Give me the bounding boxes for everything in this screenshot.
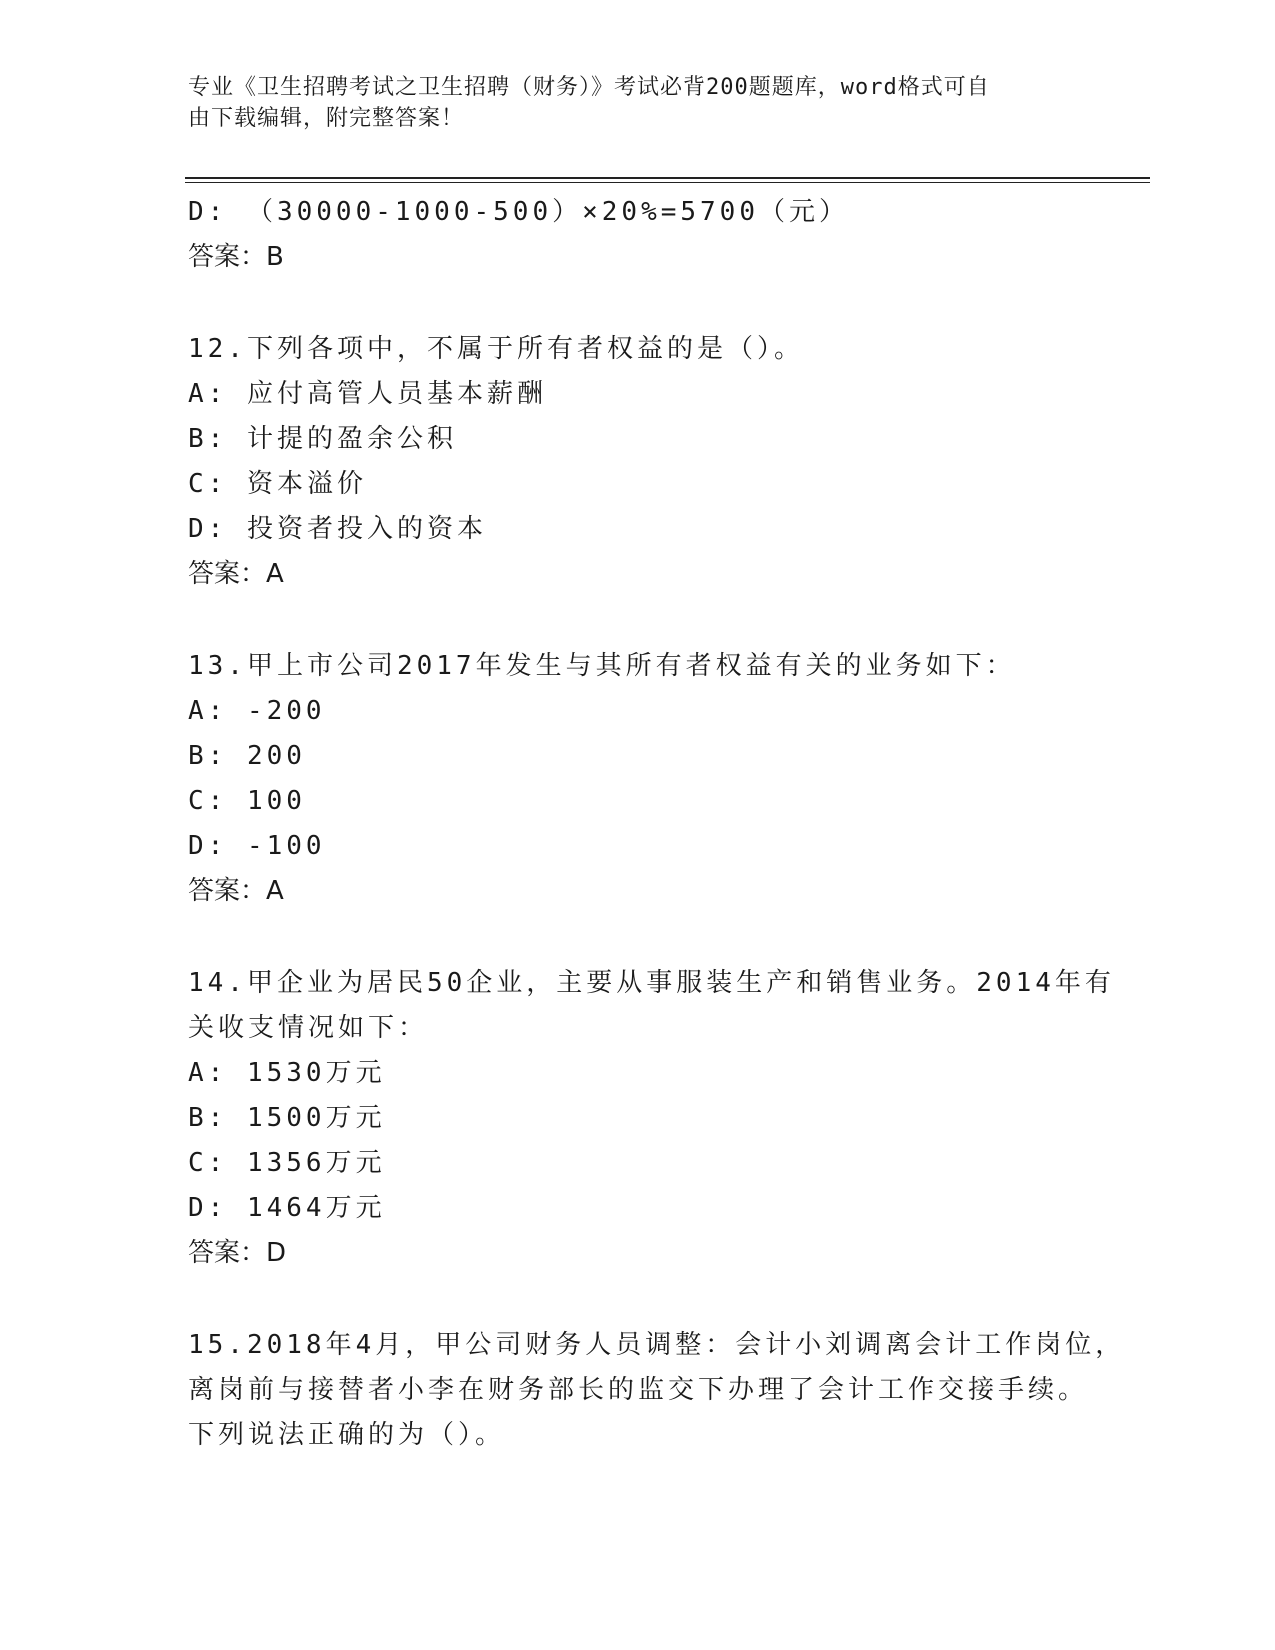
- option-a: A: 1530万元: [188, 1058, 386, 1088]
- header-line-1: 专业《卫生招聘考试之卫生招聘（财务）》考试必背200题题库，word格式可自: [188, 75, 990, 100]
- option-d: D: -100: [188, 831, 326, 861]
- question-12: [188, 327, 1088, 597]
- question-stem-cont: 关收支情况如下：: [188, 1013, 429, 1043]
- option-d: D: （30000-1000-500）×20%=5700（元）: [188, 197, 849, 227]
- question-stem-cont: 下列说法正确的为（）。: [188, 1420, 506, 1450]
- page-header: [188, 72, 1068, 134]
- question-15: [188, 1323, 1126, 1458]
- spacer: [188, 914, 1088, 961]
- option-c: C: 资本溢价: [188, 469, 367, 499]
- header-line-2: 由下载编辑，附完整答案！: [188, 106, 465, 131]
- option-b: B: 200: [188, 741, 306, 771]
- option-c: C: 100: [188, 786, 306, 816]
- option-b: B: 1500万元: [188, 1103, 386, 1133]
- header-rule-thick: [185, 177, 1150, 179]
- question-stem-cont: 离岗前与接替者小李在财务部长的监交下办理了会计工作交接手续。: [188, 1375, 1089, 1405]
- header-rule-thin: [185, 182, 1150, 183]
- option-d: D: 投资者投入的资本: [188, 514, 487, 544]
- spacer: [188, 280, 1088, 327]
- spacer: [188, 597, 1088, 644]
- question-stem: 12.下列各项中，不属于所有者权益的是（）。: [188, 334, 804, 364]
- question-stem: 13.甲上市公司2017年发生与其所有者权益有关的业务如下：: [188, 651, 1016, 681]
- answer-line: 答案：A: [188, 559, 284, 589]
- question-13: [188, 644, 1088, 914]
- document-body: [188, 190, 1126, 1458]
- option-b: B: 计提的盈余公积: [188, 424, 457, 454]
- question-stem: 15.2018年4月，甲公司财务人员调整：会计小刘调离会计工作岗位，: [188, 1330, 1126, 1360]
- answer-line: 答案：B: [188, 242, 284, 272]
- option-c: C: 1356万元: [188, 1148, 386, 1178]
- question-14: [188, 961, 1115, 1276]
- spacer: [188, 1276, 1088, 1323]
- answer-line: 答案：D: [188, 1238, 287, 1268]
- answer-line: 答案：A: [188, 876, 284, 906]
- option-a: A: 应付高管人员基本薪酬: [188, 379, 547, 409]
- question-stem: 14.甲企业为居民50企业，主要从事服装生产和销售业务。2014年有: [188, 968, 1115, 998]
- option-d: D: 1464万元: [188, 1193, 386, 1223]
- option-a: A: -200: [188, 696, 326, 726]
